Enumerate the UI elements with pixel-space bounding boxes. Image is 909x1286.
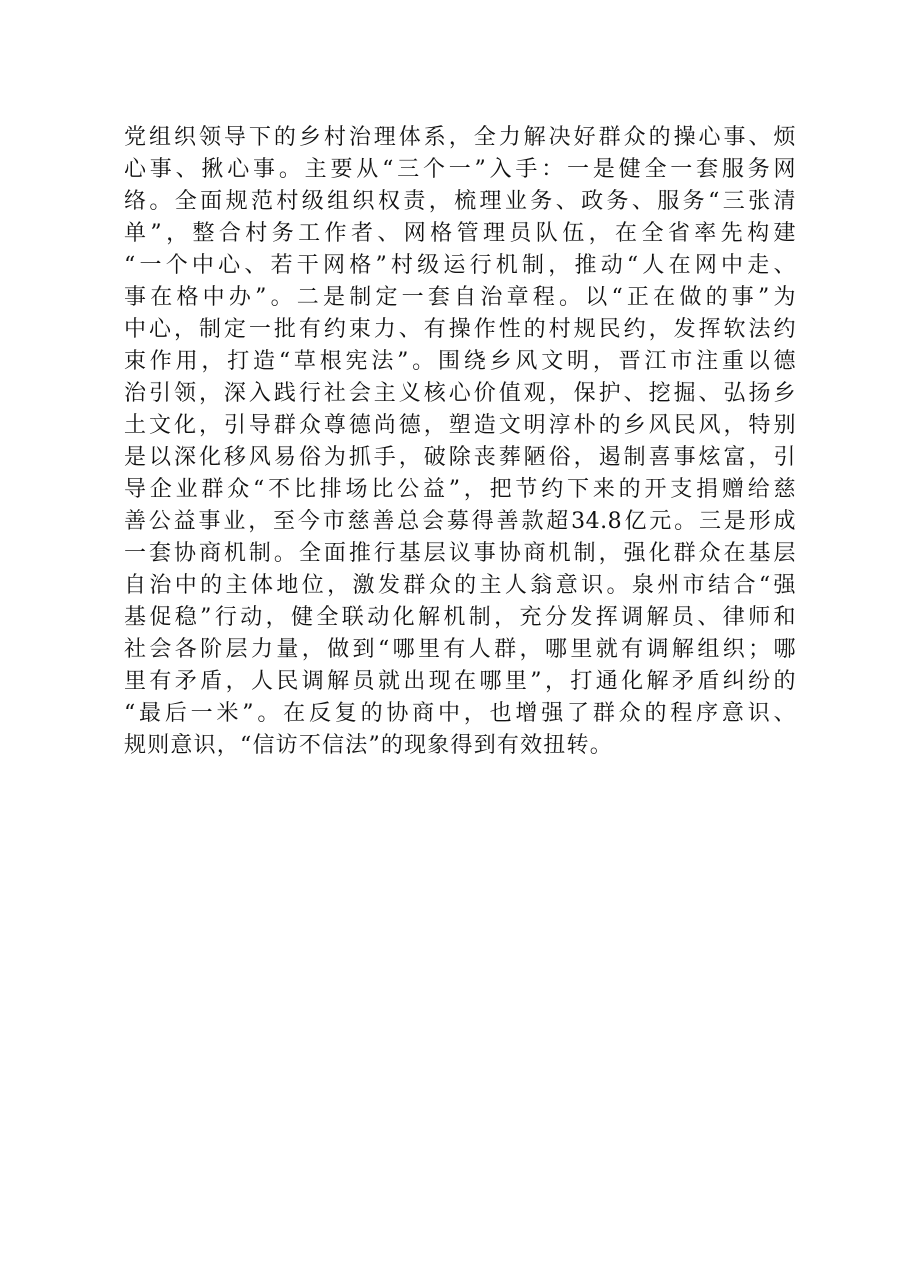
text-line: 中心，制定一批有约束力、有操作性的村规民约，发挥软法约: [124, 317, 796, 342]
text-line: 规则意识，“信访不信法”的现象得到有效扭转。: [124, 733, 613, 758]
text-line: 土文化，引导群众尊德尚德，塑造文明淳朴的乡风民风，特别: [124, 413, 796, 438]
text-line: 里有矛盾，人民调解员就出现在哪里”，打通化解矛盾纠纷的: [124, 669, 796, 694]
text-line: 党组织领导下的乡村治理体系，全力解决好群众的操心事、烦: [124, 125, 796, 150]
text-line: 善公益事业，至今市慈善总会募得善款超34.8亿元。三是形成: [124, 509, 796, 534]
text-line: 单”，整合村务工作者、网格管理员队伍，在全省率先构建: [124, 221, 796, 246]
text-line: 社会各阶层力量，做到“哪里有人群，哪里就有调解组织；哪: [124, 637, 796, 662]
text-line: 自治中的主体地位，激发群众的主人翁意识。泉州市结合“强: [124, 573, 796, 598]
text-line: 心事、揪心事。主要从“三个一”入手：一是健全一套服务网: [124, 157, 796, 182]
text-line: 束作用，打造“草根宪法”。围绕乡风文明，晋江市注重以德: [124, 349, 796, 374]
text-line: “最后一米”。在反复的协商中，也增强了群众的程序意识、: [124, 701, 796, 726]
text-line: 事在格中办”。二是制定一套自治章程。以“正在做的事”为: [124, 285, 796, 310]
text-line: 络。全面规范村级组织权责，梳理业务、政务、服务“三张清: [124, 189, 796, 214]
text-line: “一个中心、若干网格”村级运行机制，推动“人在网中走、: [124, 253, 796, 278]
text-line: 导企业群众“不比排场比公益”，把节约下来的开支捐赠给慈: [124, 477, 796, 502]
text-line: 一套协商机制。全面推行基层议事协商机制，强化群众在基层: [124, 541, 796, 566]
text-line: 是以深化移风易俗为抓手，破除丧葬陋俗，遏制喜事炫富，引: [124, 445, 796, 470]
body-paragraph: [124, 122, 796, 762]
text-line: 基促稳”行动，健全联动化解机制，充分发挥调解员、律师和: [124, 605, 796, 630]
text-line: 治引领，深入践行社会主义核心价值观，保护、挖掘、弘扬乡: [124, 381, 796, 406]
